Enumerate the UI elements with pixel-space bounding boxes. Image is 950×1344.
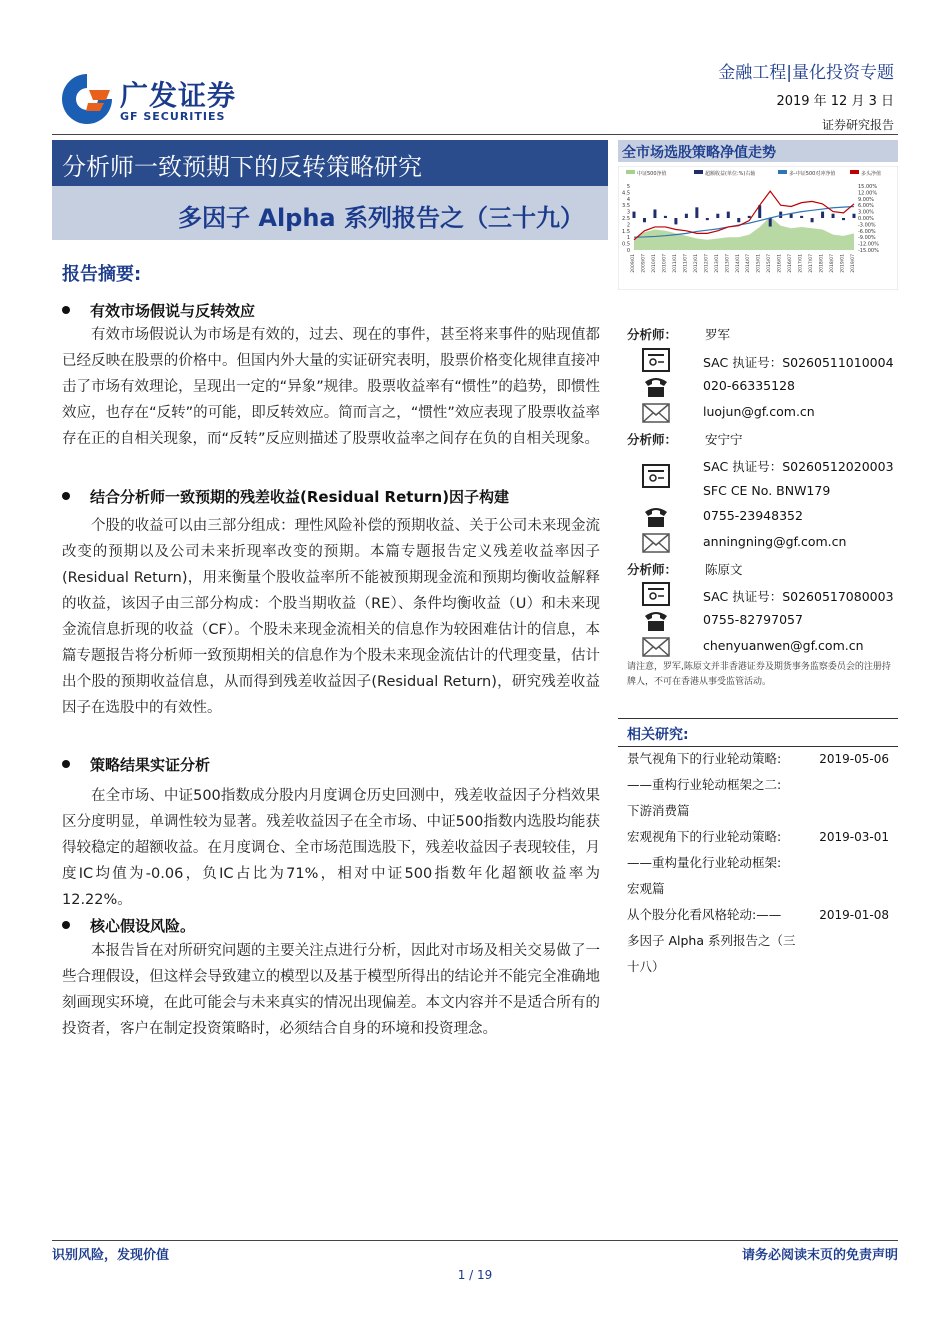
excess-return-bar xyxy=(727,212,730,218)
company-logo xyxy=(58,70,248,130)
y-tick-label: 0 xyxy=(626,248,630,254)
x-tick-label: 2009/07 xyxy=(641,254,647,273)
related-date: 2019-01-08 xyxy=(819,908,889,922)
analyst-3-sac: SAC 执证号：S0260517080003 xyxy=(703,589,894,604)
report-category: 金融工程|量化投资专题 xyxy=(718,63,894,83)
legend-label: 中证500净值 xyxy=(637,171,667,177)
phone-icon xyxy=(641,374,671,400)
legend-swatch xyxy=(626,170,635,174)
email-icon xyxy=(641,634,671,660)
analyst-1-email[interactable]: luojun@gf.com.cn xyxy=(703,404,815,419)
chart-title: 全市场选股策略净值走势 xyxy=(622,145,776,161)
excess-return-bar xyxy=(653,209,656,218)
x-tick-label: 2015/01 xyxy=(756,254,762,273)
certificate-icon xyxy=(641,463,671,489)
phone-icon xyxy=(641,504,671,530)
section-heading-3: 策略结果实证分析 xyxy=(62,754,210,775)
excess-return-bar xyxy=(811,218,814,222)
x-tick-label: 2009/01 xyxy=(631,254,636,273)
excess-return-bar xyxy=(685,214,688,218)
x-tick-label: 2017/07 xyxy=(809,254,815,273)
excess-return-bar xyxy=(853,214,856,218)
excess-return-bar xyxy=(695,207,698,218)
analyst-1-phone: 020-66335128 xyxy=(703,378,795,393)
x-tick-label: 2011/01 xyxy=(672,254,678,273)
y-tick-label: 4.5 xyxy=(622,190,630,197)
bullet-icon xyxy=(62,921,70,929)
analyst-3-row: 分析师： 陈原文 xyxy=(627,562,743,577)
related-date: 2019-03-01 xyxy=(819,830,889,844)
y-tick-label: 2.5 xyxy=(622,216,630,222)
analyst-1-sac: SAC 执证号：S0260511010004 xyxy=(703,355,894,370)
y-tick-label: 4 xyxy=(626,196,630,203)
x-tick-label: 2016/07 xyxy=(788,254,794,273)
report-title: 分析师一致预期下的反转策略研究 xyxy=(62,153,422,181)
analyst-3-email[interactable]: chenyuanwen@gf.com.cn xyxy=(703,638,864,653)
x-tick-label: 2015/07 xyxy=(767,254,773,273)
page-number: 1 / 19 xyxy=(457,1268,493,1282)
excess-return-bar xyxy=(821,212,824,218)
y-tick-label: 2 xyxy=(626,222,630,229)
title-band xyxy=(52,140,608,186)
report-type: 证券研究报告 xyxy=(821,118,894,132)
legend-label: 超额收益(单位:%)右轴 xyxy=(705,171,756,177)
y2-tick-label: 9.00% xyxy=(858,196,874,203)
analyst-2-email[interactable]: anningning@gf.com.cn xyxy=(703,534,847,549)
legend-label: 多头净值 xyxy=(861,171,882,177)
x-tick-label: 2019/07 xyxy=(851,254,856,273)
x-tick-label: 2010/01 xyxy=(651,254,657,273)
excess-return-bar xyxy=(674,218,677,224)
section-heading-2: 结合分析师一致预期的残差收益(Residual Return)因子构建 xyxy=(62,486,509,507)
legend-swatch xyxy=(778,170,787,174)
excess-return-bar xyxy=(832,214,835,218)
x-tick-label: 2018/01 xyxy=(819,254,825,273)
y2-tick-label: -9.00% xyxy=(858,235,876,242)
y-tick-label: 1.5 xyxy=(622,228,630,235)
analyst-2-sac: SAC 执证号：S0260512020003 xyxy=(703,459,894,474)
excess-return-bar xyxy=(643,218,646,222)
analyst-1-row: 分析师： 罗军 xyxy=(627,327,731,342)
analyst-note: 请注意，罗军,陈原文并非香港证券及期货事务监察委员会的注册持牌人，不可在香港从事受监管活动。 xyxy=(627,662,891,687)
excess-return-bar xyxy=(842,218,845,220)
section-text-2: 个股的收益可以由三部分组成：理性风险补偿的预期收益、关于公司未来现金流改变的预期以及公司未来折现率改变的预期。本篇专题报告定义残差收益率因子(Residual Return)，用来衡量个股收益率所不能被预期现金流和预期均衡收益解释的收益，该因子由三部分构成：个股当期收益（RE）、条件均衡收益（U）和未来现金流信息折现的收益（CF）。个股未来现金流相关的信息作为较困难估计的信息，本篇专题报告将分析师一致预期相关的信息作为个股未来现金流估计的代理变量，估计出个股的预期收益信息，从而得到残差收益因子(Residual Return)，研究残差收益因子在选股中的有效性。 xyxy=(62,518,600,716)
email-icon xyxy=(641,400,671,426)
certificate-icon xyxy=(641,581,671,607)
legend-swatch xyxy=(694,170,703,174)
logo-cn-text: 广发证券 xyxy=(120,79,237,112)
related-item[interactable]: 景气视角下的行业轮动策略: ——重构行业轮动框架之二: 下游消费篇 2019-05-06 xyxy=(627,746,897,824)
x-tick-label: 2012/07 xyxy=(704,254,710,273)
excess-return-bar xyxy=(790,214,793,218)
analyst-2-name: 安宁宁 xyxy=(705,432,743,447)
strategy-chart-panel xyxy=(618,140,898,292)
phone-icon xyxy=(641,608,671,634)
legend-label: 多-中证500对冲净值 xyxy=(789,171,836,177)
certificate-icon xyxy=(641,347,671,373)
gf-logo-icon xyxy=(58,70,116,128)
x-tick-label: 2017/01 xyxy=(798,254,804,273)
x-tick-label: 2018/07 xyxy=(830,254,836,273)
title-box xyxy=(52,140,608,240)
y2-tick-label: 3.00% xyxy=(858,209,874,216)
y2-tick-label: 6.00% xyxy=(858,203,874,210)
related-top-rule xyxy=(618,718,898,719)
bullet-icon xyxy=(62,492,70,500)
footer-slogan: 识别风险，发现价值 xyxy=(52,1248,170,1263)
related-title: 相关研究: xyxy=(627,727,689,743)
analyst-3-name: 陈原文 xyxy=(705,562,743,577)
excess-return-bar xyxy=(769,218,772,227)
abstract-title: 报告摘要: xyxy=(62,264,142,285)
y-tick-label: 5 xyxy=(626,184,630,190)
x-tick-label: 2012/01 xyxy=(693,254,699,273)
x-tick-label: 2014/07 xyxy=(746,254,752,273)
section-heading-1: 有效市场假说与反转效应 xyxy=(62,300,255,321)
related-date: 2019-05-06 xyxy=(819,752,889,766)
bullet-icon xyxy=(62,760,70,768)
related-item[interactable]: 宏观视角下的行业轮动策略: ——重构量化行业轮动框架: 宏观篇 2019-03-01 xyxy=(627,824,897,902)
excess-return-bar xyxy=(737,218,740,222)
y2-tick-label: 12.00% xyxy=(858,190,878,197)
chart-header xyxy=(618,140,898,162)
x-tick-label: 2013/01 xyxy=(714,254,720,273)
analyst-2-sfc: SFC CE No. BNW179 xyxy=(703,483,831,498)
email-icon xyxy=(641,530,671,556)
excess-return-bar xyxy=(748,216,751,218)
y-tick-label: 3.5 xyxy=(622,203,630,210)
excess-return-bar xyxy=(633,212,636,218)
analyst-3-phone: 0755-82797057 xyxy=(703,612,803,627)
y-tick-label: 3 xyxy=(626,209,630,216)
bullet-icon xyxy=(62,306,70,314)
y-tick-label: 1 xyxy=(626,235,630,242)
footer-disclaimer: 请务必阅读末页的免责声明 xyxy=(741,1248,898,1263)
y2-tick-label: -15.00% xyxy=(858,248,879,254)
section-text-4: 本报告旨在对所研究问题的主要关注点进行分析，因此对市场及相关交易做了一些合理假设，但这样会导致建立的模型以及基于模型所得出的结论并不能完全准确地刻画现实环境，在此可能会与未来真实的情况出现偏差。本文内容并不是适合所有的投资者，客户在制定投资策略时，必须结合自身的环境和投资理念。 xyxy=(62,943,600,1037)
y2-tick-label: -3.00% xyxy=(858,222,876,229)
y2-tick-label: 0.00% xyxy=(858,216,874,222)
y2-tick-label: -12.00% xyxy=(858,241,879,248)
related-item[interactable]: 从个股分化看风格轮动:—— 多因子 Alpha 系列报告之（三 十八） 2019-01-08 xyxy=(627,902,897,980)
y2-tick-label: 15.00% xyxy=(858,184,878,190)
footer-divider xyxy=(52,1240,898,1241)
excess-return-bar xyxy=(706,218,709,220)
y-tick-label: 0.5 xyxy=(622,241,630,248)
x-tick-label: 2013/07 xyxy=(725,254,731,273)
y2-tick-label: -6.00% xyxy=(858,228,876,235)
analyst-2-row: 分析师： 安宁宁 xyxy=(627,432,743,447)
section-heading-4: 核心假设风险。 xyxy=(62,915,195,936)
x-tick-label: 2010/07 xyxy=(662,254,668,273)
x-tick-label: 2019/01 xyxy=(840,254,846,273)
x-tick-label: 2011/07 xyxy=(683,254,689,273)
report-date: 2019 年 12 月 3 日 xyxy=(776,94,894,109)
legend-swatch xyxy=(850,170,859,174)
logo-en-text: GF SECURITIES xyxy=(120,110,226,123)
report-subtitle: 多因子 Alpha 系列报告之（三十九） xyxy=(178,204,584,232)
x-tick-label: 2016/01 xyxy=(777,254,783,273)
excess-return-bar xyxy=(664,216,667,218)
analyst-1-name: 罗军 xyxy=(705,327,731,342)
strategy-chart xyxy=(618,166,898,290)
header-divider xyxy=(52,134,898,135)
excess-return-bar xyxy=(800,216,803,218)
section-text-3: 在全市场、中证500指数成分股内月度调仓历史回测中，残差收益因子分档效果区分度明显，单调性较为显著。残差收益因子在全市场、中证500指数内选股均能获得较稳定的超额收益。在月度调仓、全市场范围选股下，残差收益因子表现较佳，月度IC均值为-0.06，负IC占比为71%，相对中证500指数年化超额收益率为12.22%。 xyxy=(62,788,600,908)
analyst-2-phone: 0755-23948352 xyxy=(703,508,803,523)
section-text-1: 有效市场假说认为市场是有效的，过去、现在的事件，甚至将来事件的贴现值都已经反映在股票的价格中。但国内外大量的实证研究表明，股票价格变化规律直接冲击了市场有效理论，呈现出一定的“异象”规律。股票收益率有“惯性”的趋势，即惯性效应，也存在“反转”的可能，即反转效应。简而言之，“惯性”效应表现了股票收益率存在正的自相关现象，而“反转”反应则描述了股票收益率之间存在负的自相关现象。 xyxy=(62,327,600,447)
excess-return-bar xyxy=(716,214,719,218)
x-tick-label: 2014/01 xyxy=(735,254,741,273)
